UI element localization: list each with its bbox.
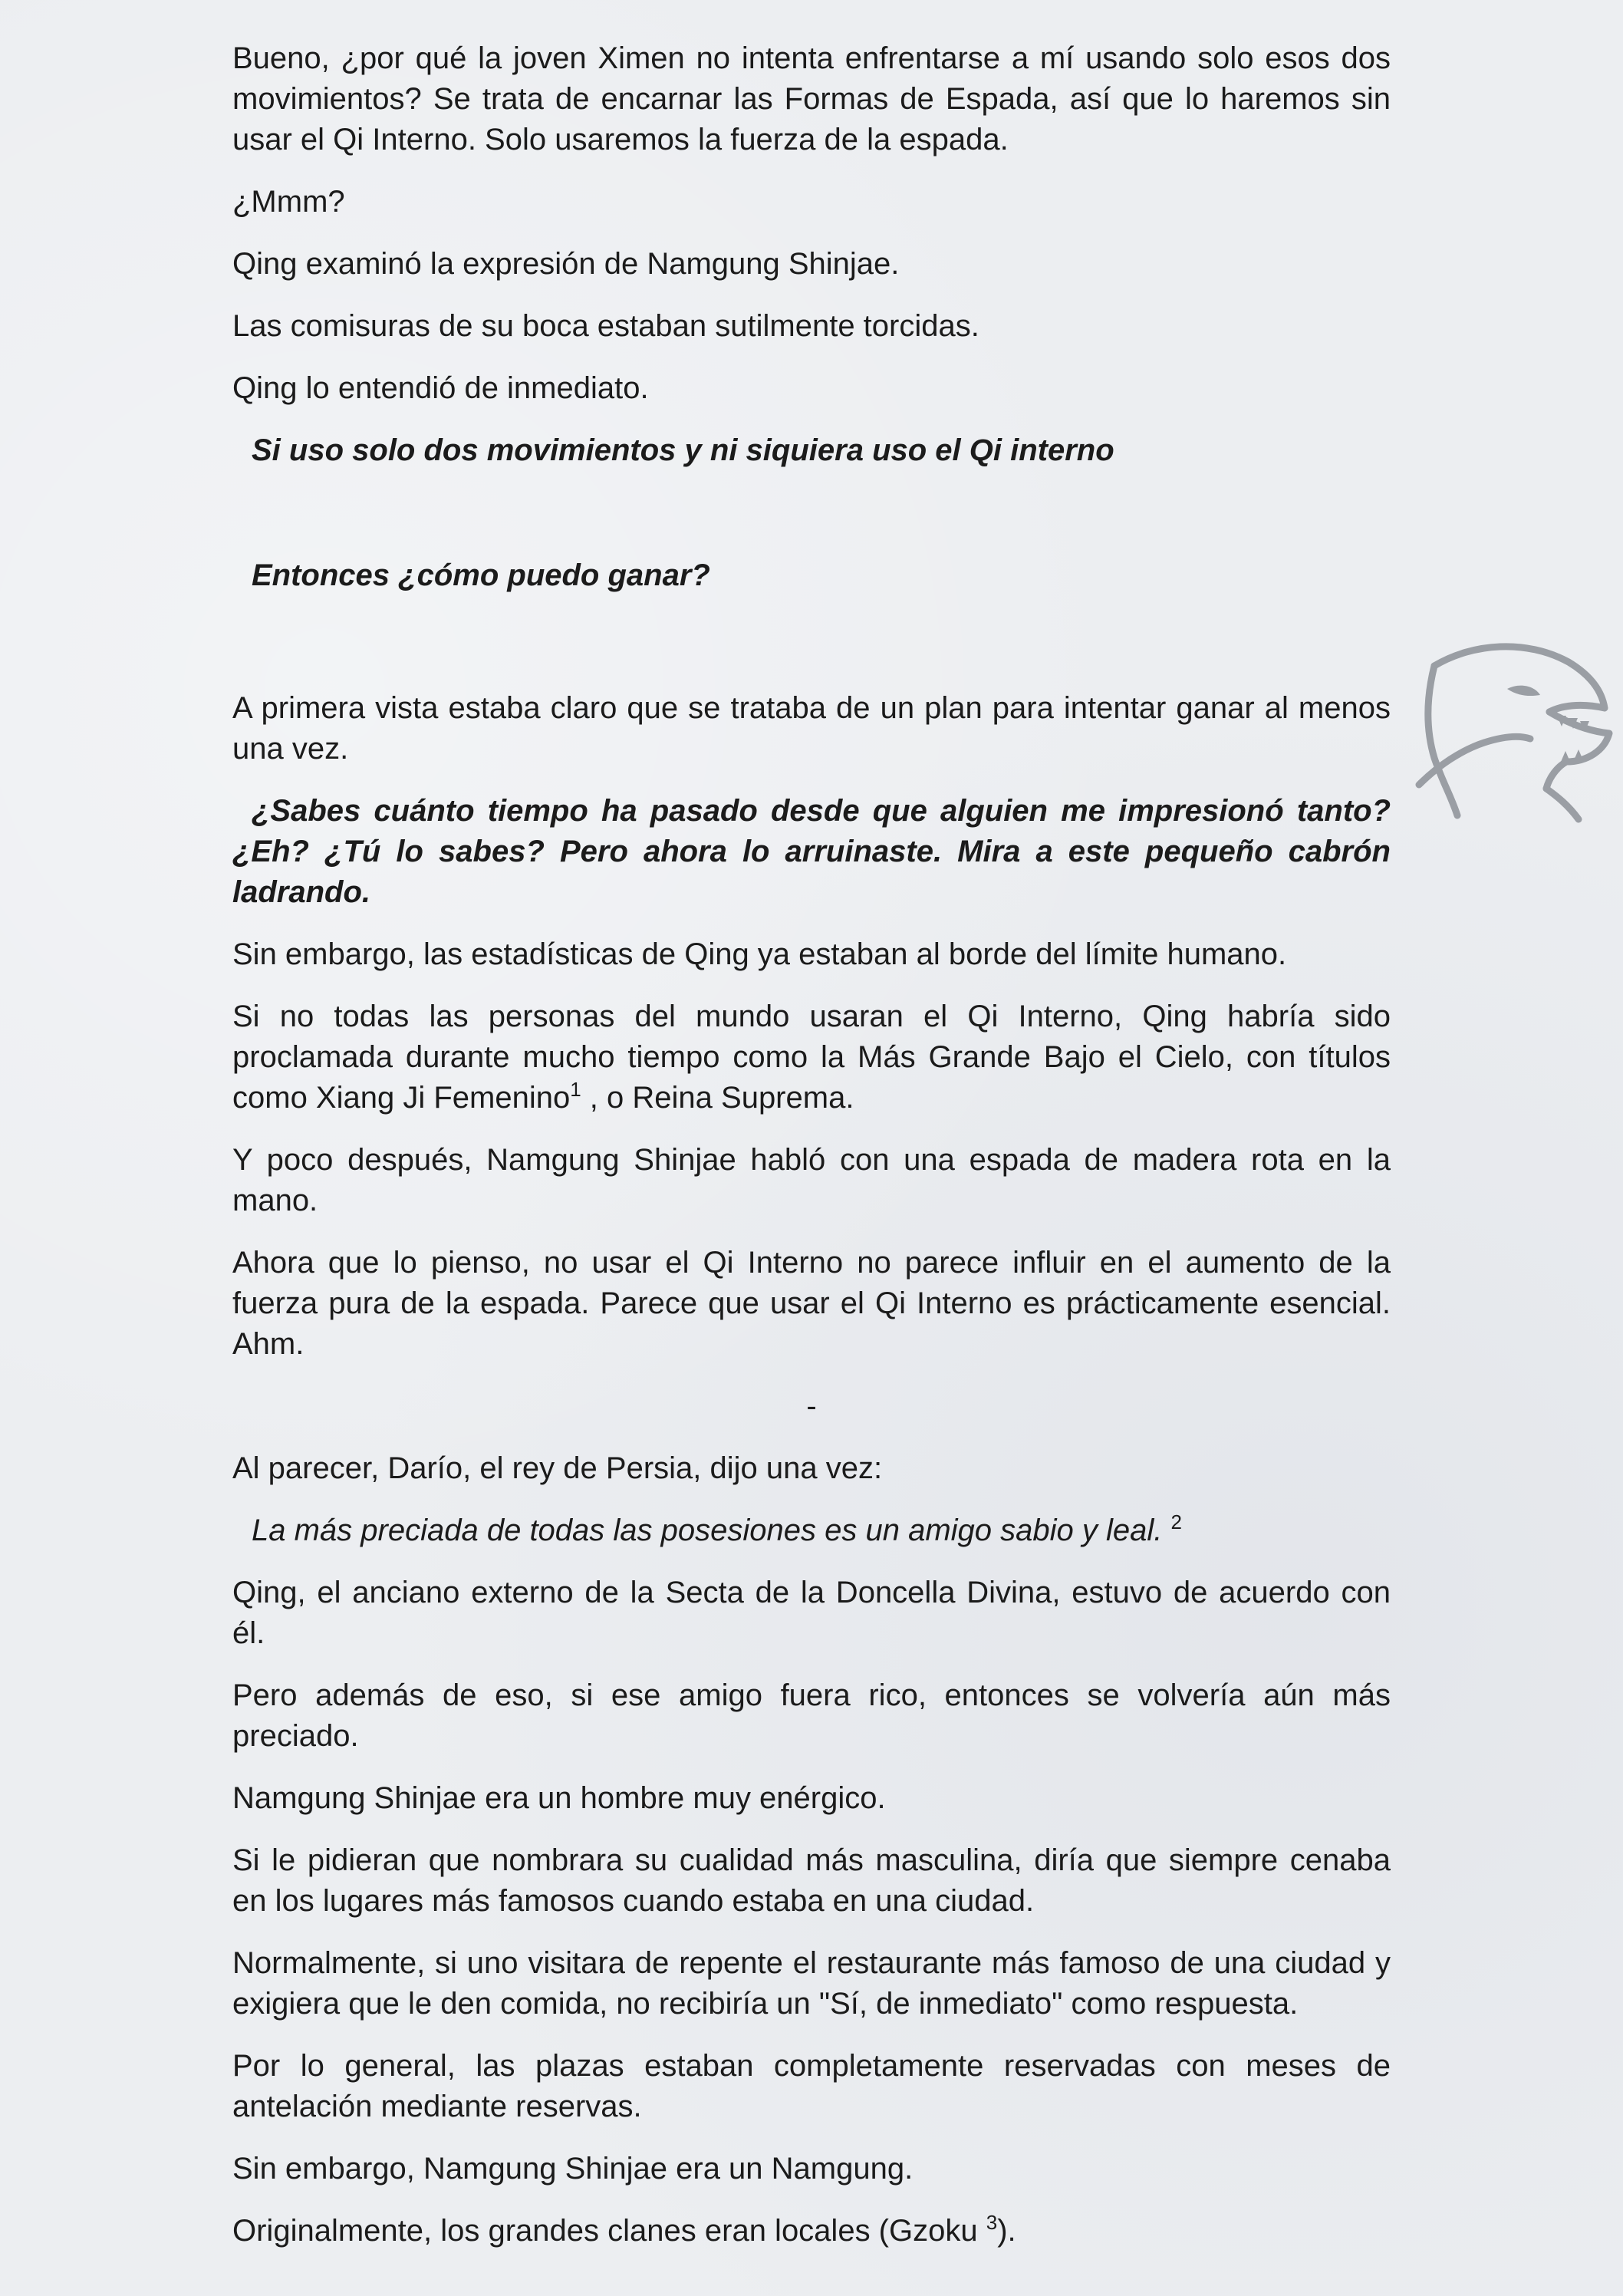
paragraph: Ahora que lo pienso, no usar el Qi Interno no parece influir en el aumento de la fuerza pura de la espada. Parece que usar el Qi Interno es prácticamente esencial. Ahm. [232, 1246, 1391, 1361]
paragraph: Qing lo entendió de inmediato. [232, 371, 649, 405]
footnote-marker[interactable]: 2 [1170, 1510, 1182, 1533]
paragraph: Y poco después, Namgung Shinjae habló con una espada de madera rota en la mano. [232, 1143, 1391, 1217]
paragraph: ¿Mmm? [232, 185, 345, 219]
paragraph-with-footnote [232, 996, 1391, 1118]
paragraph: Si le pidieran que nombrara su cualidad más masculina, diría que siempre cenaba en los lugares más famosos cuando estaba en una ciudad. [232, 1843, 1391, 1918]
paragraph: Namgung Shinjae era un hombre muy enérgico. [232, 1781, 886, 1815]
document-body [232, 38, 1391, 2273]
scene-separator: - [806, 1389, 817, 1423]
paragraph: Por lo general, las plazas estaban completamente reservadas con meses de antelación mediante reservas. [232, 2049, 1391, 2123]
paragraph: Sin embargo, Namgung Shinjae era un Namgung. [232, 2152, 914, 2186]
thought-line: Entonces ¿cómo puedo ganar? [252, 558, 710, 592]
footnote-marker[interactable]: 1 [570, 1078, 581, 1101]
thought-line: Si uso solo dos movimientos y ni siquiera uso el Qi interno [252, 433, 1114, 467]
paragraph: Normalmente, si uno visitara de repente el restaurante más famoso de una ciudad y exigiera que le den comida, no recibiría un "Sí, de inmediato" como respuesta. [232, 1946, 1391, 2021]
quoted-speech: ¿Sabes cuánto tiempo ha pasado desde que alguien me impresionó tanto? ¿Eh? ¿Tú lo sabes? Pero ahora lo arruinaste. Mira a este pequeño cabrón ladrando. [232, 794, 1391, 909]
paragraph: Bueno, ¿por qué la joven Ximen no intenta enfrentarse a mí usando solo esos dos movimientos? Se trata de encarnar las Formas de Espada, así que lo haremos sin usar el Qi Interno. Solo usaremos la fuerza de la espada. [232, 41, 1391, 156]
dinosaur-head-icon [1404, 635, 1618, 827]
paragraph: Qing, el anciano externo de la Secta de la Doncella Divina, estuvo de acuerdo con él. [232, 1576, 1391, 1650]
quote-text: La más preciada de todas las posesiones es un amigo sabio y leal. [252, 1514, 1163, 1547]
paragraph: Qing examinó la expresión de Namgung Shinjae. [232, 247, 900, 281]
paragraph-text: ). [997, 2214, 1016, 2248]
paragraph-text: Si no todas las personas del mundo usaran el Qi Interno, Qing habría sido proclamada durante mucho tiempo como la Más Grande Bajo el Cielo, con títulos como Xiang Ji Femenino [232, 1000, 1391, 1115]
paragraph: Pero además de eso, si ese amigo fuera rico, entonces se volvería aún más preciado. [232, 1678, 1391, 1753]
paragraph-text: Originalmente, los grandes clanes eran locales (Gzoku [232, 2214, 986, 2248]
paragraph: Las comisuras de su boca estaban sutilmente torcidas. [232, 309, 979, 343]
paragraph-text: , o Reina Suprema. [581, 1081, 854, 1115]
paragraph: Sin embargo, las estadísticas de Qing ya estaban al borde del límite humano. [232, 937, 1287, 971]
paragraph: Al parecer, Darío, el rey de Persia, dijo una vez: [232, 1451, 883, 1485]
paragraph-with-footnote [232, 2211, 1391, 2252]
quote-with-footnote [232, 1510, 1391, 1551]
paragraph: A primera vista estaba claro que se trataba de un plan para intentar ganar al menos una vez. [232, 691, 1391, 766]
footnote-marker[interactable]: 3 [986, 2211, 998, 2234]
